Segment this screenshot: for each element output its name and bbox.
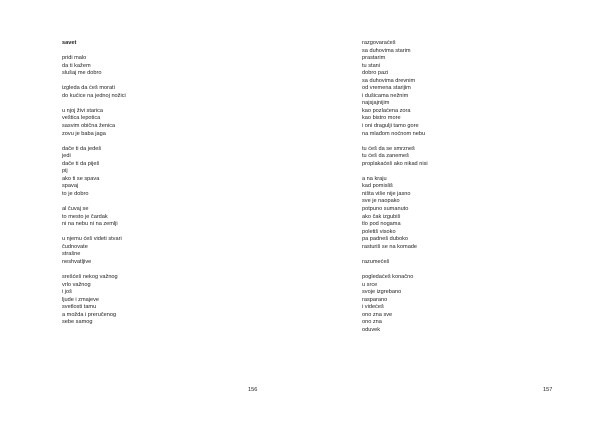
poem-line: tu ćeš da zanemeš — [362, 153, 409, 160]
poem-line: pij — [62, 168, 68, 175]
poem-line: dače ti da jedeš — [62, 145, 102, 152]
poem-line: to je dobro — [62, 190, 89, 197]
right-stanzas — [362, 40, 428, 334]
poem-line: sa duhovima starim — [362, 47, 411, 54]
poem-line: i videćeš — [362, 304, 384, 311]
poem-line: dače ti da piješ — [62, 160, 100, 167]
stanza — [62, 206, 126, 229]
poem-line: i još — [62, 289, 72, 296]
poem-line: strašne — [62, 251, 81, 258]
poem-line: jedi — [62, 153, 71, 160]
poem-line: i dušicama nežnim — [362, 92, 409, 99]
poem-line: veštica lepotica — [62, 115, 101, 122]
poem-line: ono zna — [362, 319, 382, 326]
poem-line: srešćeš nekog važnog — [62, 273, 118, 280]
stanza — [62, 274, 126, 327]
poem-line: ni na nebu ni na zemlji — [62, 221, 118, 228]
poem-line: od vremena starijim — [362, 85, 411, 92]
poem-line: vrlo važnog — [62, 281, 91, 288]
poem-line: a na kraju — [362, 175, 387, 182]
poem-line: oduvek — [362, 326, 381, 333]
poem-line: tu ćeš da se smrzneš — [362, 145, 415, 152]
stanza — [362, 274, 428, 334]
stanza — [362, 146, 428, 169]
poem-line: da ti kažem — [62, 62, 91, 69]
poem-line: do kućice na jednoj nožici — [62, 92, 126, 99]
poem-line: čudnovate — [62, 243, 88, 250]
stanza — [362, 40, 428, 138]
poem-line: kao bistro more — [362, 115, 401, 122]
stanza — [62, 55, 126, 78]
stanza — [62, 236, 126, 266]
poem-line: pogledaćeš konačno — [362, 273, 414, 280]
poem-line: u srce — [362, 281, 378, 288]
page-number-left: 156 — [248, 387, 258, 393]
poem-line: u njoj živi starica — [62, 107, 104, 114]
stanza — [62, 146, 126, 199]
poem-column-left — [62, 40, 126, 327]
poem-line: slušaj me dobro — [62, 70, 102, 77]
poem-line: u njemu ćeš videti stvari — [62, 236, 122, 243]
stanza — [362, 259, 428, 267]
poem-line: neshvatljive — [62, 258, 92, 265]
poem-line: ako ti se spava — [62, 175, 100, 182]
poem-line: razumećeš — [362, 258, 390, 265]
poem-line: proplakaćeš ako nikad nisi — [362, 160, 428, 167]
poem-line: razgovaraćeš — [362, 40, 396, 46]
poem-title: savet — [62, 40, 77, 46]
poem-line: a možda i preručenog — [62, 311, 117, 318]
right-page — [300, 0, 600, 423]
poem-line: pridi malo — [62, 55, 87, 62]
poem-line: to mesto je čardak — [62, 213, 108, 220]
poem-line: spavaj — [62, 183, 79, 190]
stanza — [62, 85, 126, 100]
poem-line: potpuno sumanuto — [362, 206, 409, 213]
poem-line: prastarim — [362, 55, 386, 62]
poem-line: tlo pod nogama — [362, 221, 401, 228]
poem-line: al čuvaj se — [62, 206, 89, 213]
stanza — [362, 176, 428, 251]
poem-line: sebe samog — [62, 319, 93, 326]
poem-line: zovu je baba jaga — [62, 130, 106, 137]
poem-line: i oni dragulji tamo gore — [362, 123, 419, 130]
left-stanzas — [62, 55, 126, 327]
poem-line: ako čak izgubiš — [362, 213, 401, 220]
poem-line: najsjajnijim — [362, 100, 390, 107]
poem-line: svoje izgrebano — [362, 289, 402, 296]
poem-line: kad pomisliš — [362, 183, 393, 190]
poem-line: izgleda da ćeš morati — [62, 85, 115, 92]
poem-line: sve je naopako — [362, 198, 400, 205]
poem-line: tu stani — [362, 62, 381, 69]
poem-line: na mlađom noćnom nebu — [362, 130, 426, 137]
poem-line: sa duhovima drevnim — [362, 77, 416, 84]
poem-line: ništa više nije jasno — [362, 190, 411, 197]
poem-column-right — [362, 40, 428, 334]
poem-line: svetlosti tamu — [62, 304, 97, 311]
poem-line: kao pozlaćena zora — [362, 107, 411, 114]
poem-line: dobro pazi — [362, 70, 389, 77]
poem-line: ljude i zmajeve — [62, 296, 99, 303]
poem-line: sasvim obična ženica — [62, 123, 116, 130]
poem-line: rasturiš se na komade — [362, 243, 418, 250]
poem-line: rasparano — [362, 296, 388, 303]
poem-line: pa padneš duboko — [362, 236, 409, 243]
stanza — [62, 108, 126, 138]
page-number-right: 157 — [543, 387, 553, 393]
poem-line: ono zna sve — [362, 311, 393, 318]
poem-line: poletiš visoko — [362, 228, 396, 235]
